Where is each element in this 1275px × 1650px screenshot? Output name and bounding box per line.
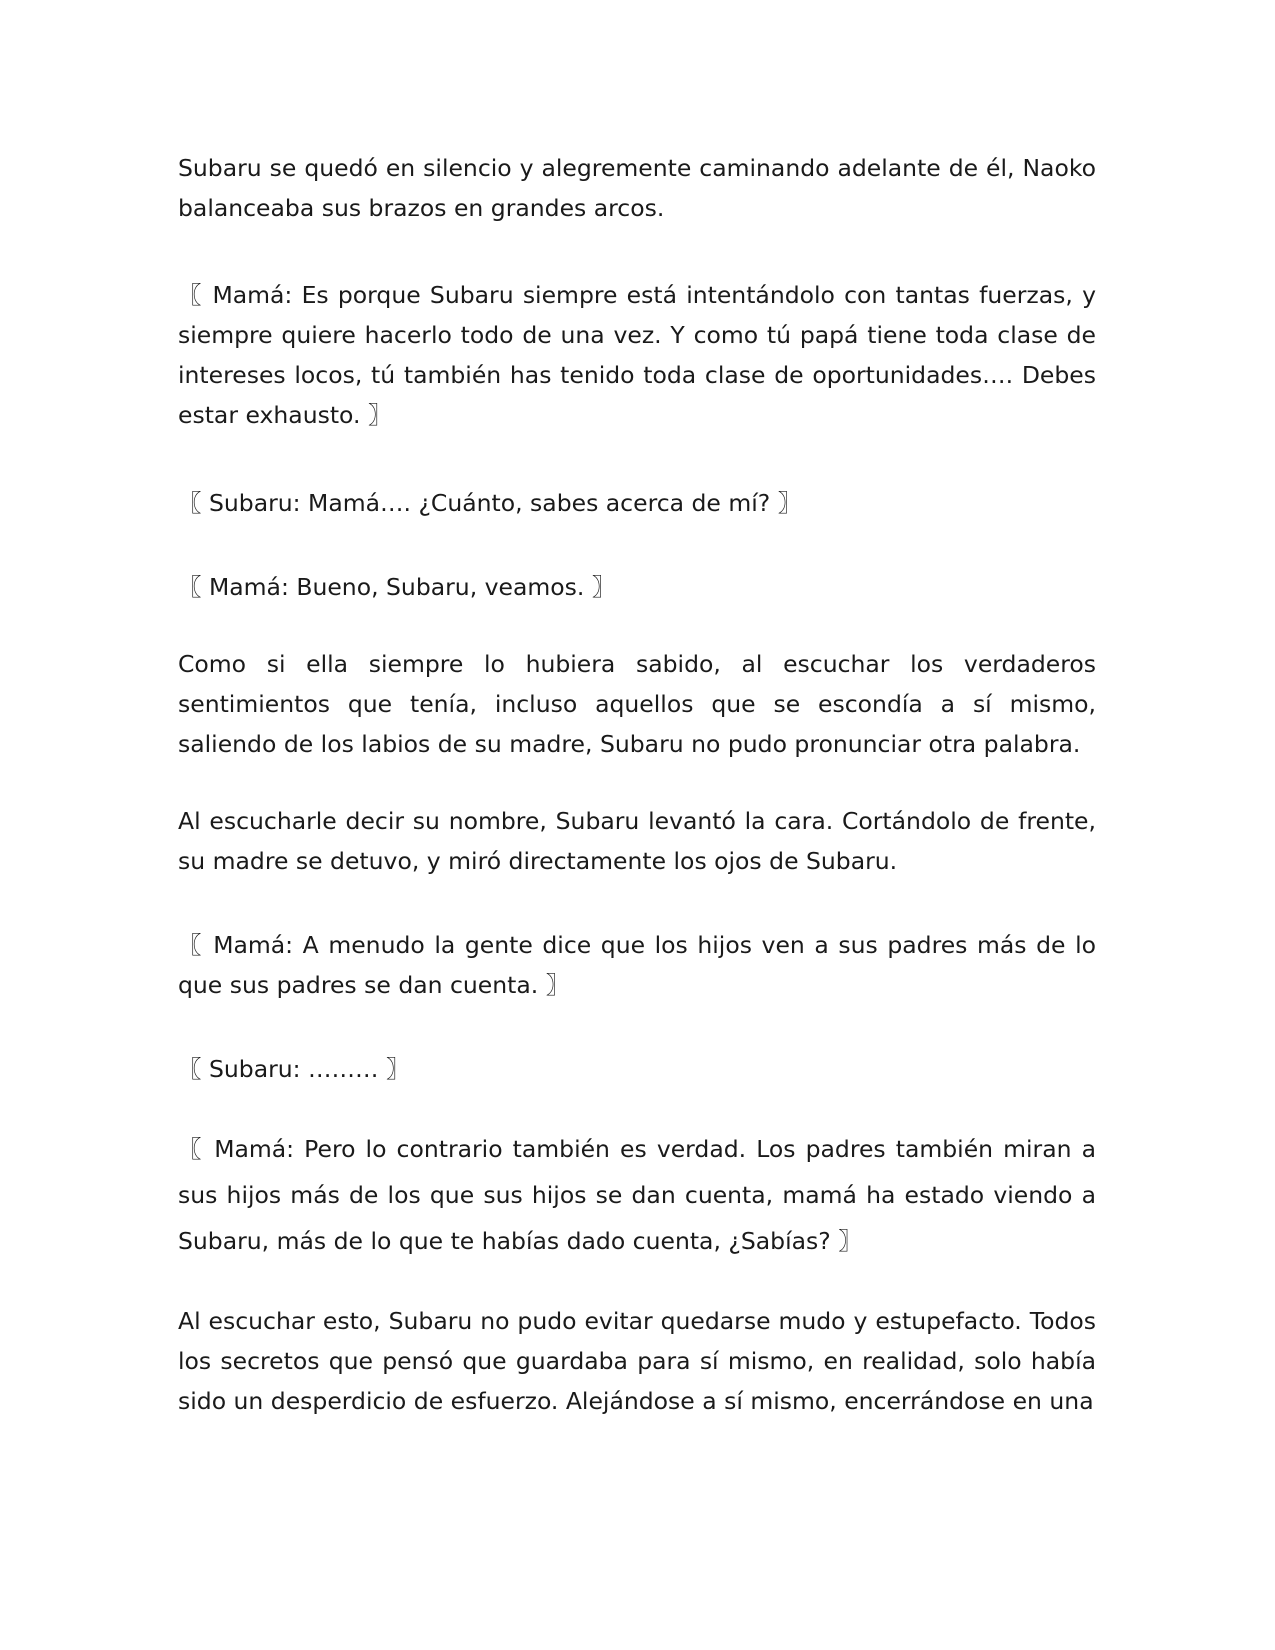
paragraph-dialogue-mama-4: 〖 Mamá: Pero lo contrario también es verdad. Los padres también miran a sus hijos más de los que sus hijos se dan cuenta, mamá ha estado viendo a Subaru, más de lo que te habías dado cuenta, ¿Sabías? 〗: [178, 1135, 1096, 1255]
paragraph-dialogue-subaru-2: 〖 Subaru: ……… 〗: [178, 1055, 410, 1083]
body-text: [178, 148, 1096, 1421]
paragraph-dialogue-mama-2: 〖 Mamá: Bueno, Subaru, veamos. 〗: [178, 573, 616, 601]
paragraph-narration-4: Al escuchar esto, Subaru no pudo evitar quedarse mudo y estupefacto. Todos los secretos que pensó que guardaba para sí mismo, en realidad, solo había sido un desperdicio de esfuerzo. Alejándose a sí mismo, encerrándose en una: [178, 1307, 1096, 1415]
paragraph-dialogue-mama-3: 〖 Mamá: A menudo la gente dice que los hijos ven a sus padres más de lo que sus padres se dan cuenta. 〗: [178, 931, 1096, 999]
paragraph-narration-2: Como si ella siempre lo hubiera sabido, al escuchar los verdaderos sentimientos que tenía, incluso aquellos que se escondía a sí mismo, saliendo de los labios de su madre, Subaru no pudo pronunciar otra palabra.: [178, 650, 1096, 758]
paragraph-narration-1: Subaru se quedó en silencio y alegremente caminando adelante de él, Naoko balanceaba sus brazos en grandes arcos.: [178, 154, 1096, 222]
paragraph-dialogue-subaru-1: 〖 Subaru: Mamá…. ¿Cuánto, sabes acerca de mí? 〗: [178, 489, 802, 517]
paragraph-narration-3: Al escucharle decir su nombre, Subaru levantó la cara. Cortándolo de frente, su madre se detuvo, y miró directamente los ojos de Subaru.: [178, 807, 1096, 875]
paragraph-dialogue-mama-1: 〖 Mamá: Es porque Subaru siempre está intentándolo con tantas fuerzas, y siempre quiere hacerlo todo de una vez. Y como tú papá tiene toda clase de intereses locos, tú también has tenido toda clase de oportunidades…. Debes estar exhausto. 〗: [178, 281, 1096, 429]
